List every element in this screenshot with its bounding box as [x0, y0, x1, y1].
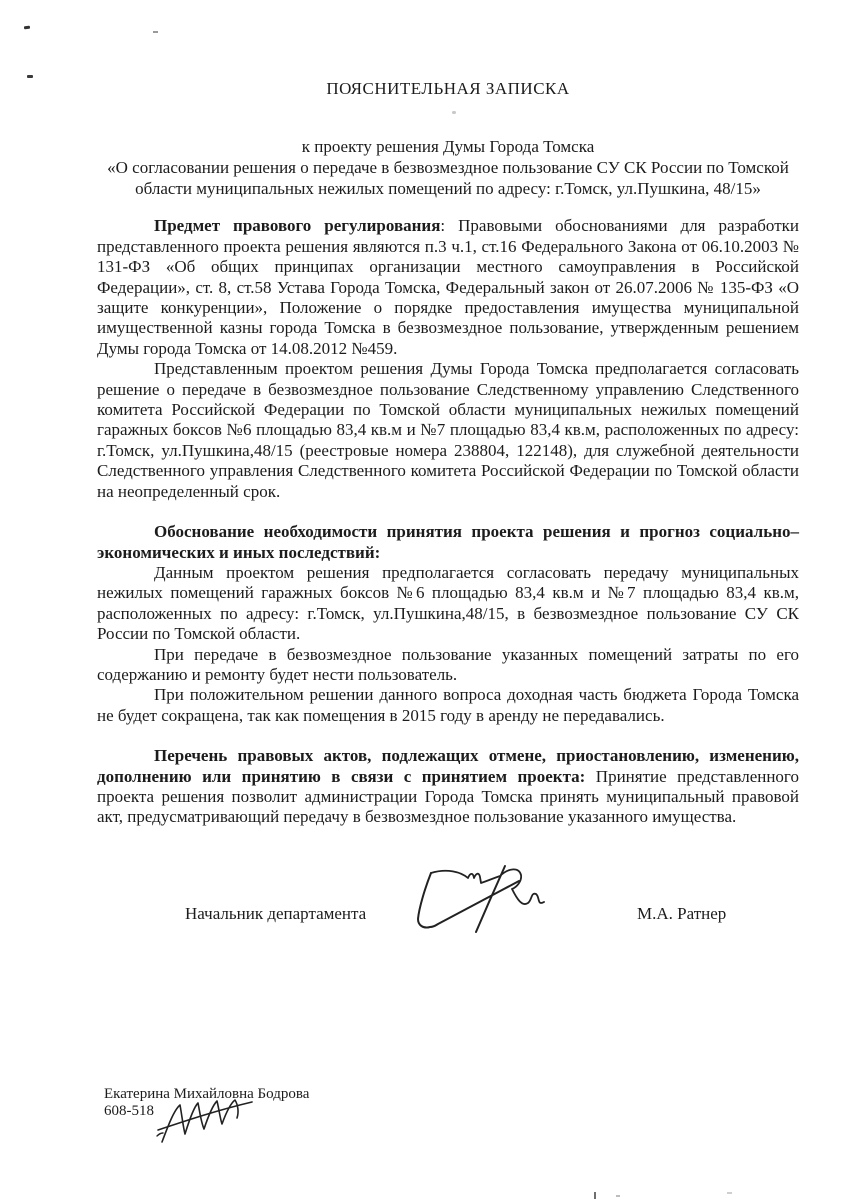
contact-signature-scribble [156, 1094, 260, 1151]
paragraph-maintenance-costs [97, 645, 799, 686]
paragraph-transfer-proposal-text: Данным проектом решения предполагается согласовать передачу муниципальных нежилых помещений гаражных боксов №6 площадью 83,4 кв.м и №7 площадью 83,4 кв.м, расположенных по адресу: г.Томск, ул.Пушкина,48/15, в безвозмездное пользование СУ СК России по Томской области. [97, 562, 799, 644]
paragraph-maintenance-costs-text: При передаче в безвозмездное пользование указанных помещений затраты по его содержанию и ремонту будет нести пользователь. [97, 644, 799, 684]
contact-phone: 608-518 [104, 1103, 154, 1119]
paragraph-legal-basis-lead: Предмет правового регулирования [154, 216, 441, 236]
scan-speck [594, 1192, 596, 1199]
paragraph-legal-basis-text: : Правовыми обоснованиями для разработки представленного проекта решения являются п.3 ч.1, ст.16 Федерального Закона от 06.10.2003 № 131-ФЗ «Об общих принципах организации местного самоуправления в Российской Федерации», ст. 8, ст.58 Устава Города Томска, Федеральный закон от 26.07.2006 № 135-ФЗ «О защите конкуренции», Положение о порядке предоставления имущества муниципальной имущественной казны города Томска в безвозмездное пользование, утвержденным решением Думы города Томска от 14.08.2012 №459. [97, 216, 799, 358]
paragraph-budget-impact [97, 685, 799, 726]
paragraph-transfer-proposal [97, 563, 799, 645]
paragraph-budget-impact-text: При положительном решении данного вопроса доходная часть бюджета Города Томска не будет сокращена, так как помещения в 2015 году в аренду не передавались. [97, 685, 799, 725]
heading-justification [97, 522, 799, 563]
heading-justification-text: Обоснование необходимости принятия проекта решения и прогноз социально–экономических и иных последствий: [97, 522, 799, 562]
subtitle-line: к проекту решения Думы Города Томска [301, 137, 595, 157]
paragraph-legal-basis [97, 216, 799, 359]
document-title: ПОЯСНИТЕЛЬНАЯ ЗАПИСКА [326, 79, 570, 98]
scan-speck [27, 75, 33, 78]
subtitle-quote: «О согласовании решения о передаче в безвозмездное пользование СУ СК России по Томской области муниципальных нежилых помещений по адресу: г.Томск, ул.Пушкина, 48/15» [107, 158, 789, 199]
signature-scribble [415, 864, 557, 947]
signer-role: Начальник департамента [185, 903, 367, 923]
paragraph-legal-acts-list-text: Принятие представленного проекта решения позволит администрации Города Томска принять муниципальный правовой акт, предусматривающий передачу в безвозмездное пользование указанного имущества. [97, 766, 799, 827]
document-body [97, 79, 799, 962]
signer-name: М.А. Ратнер [637, 903, 727, 923]
signature-icon [156, 1094, 260, 1146]
signature-block [97, 870, 799, 962]
scan-speck [727, 1192, 732, 1194]
paragraph-legal-acts-list [97, 746, 799, 828]
signature-icon [415, 864, 557, 942]
scan-speck [24, 26, 30, 30]
contact-name: Екатерина Михайловна Бодрова [104, 1086, 310, 1102]
scan-speck [153, 31, 158, 33]
paragraph-legal-acts-list-lead: Перечень правовых актов, подлежащих отмене, приостановлению, изменению, дополнению или принятию в связи с принятием проекта: [97, 746, 799, 786]
contact-block [104, 1086, 309, 1120]
document-subtitle [97, 136, 799, 199]
paragraph-draft-decision-text: Представленным проектом решения Думы Города Томска предполагается согласовать решение о передаче в безвозмездное пользование Следственному управлению Следственного комитета Российской Федерации по Томской области муниципальных нежилых помещений гаражных боксов №6 площадью 83,4 кв.м и №7 площадью 83,4 кв.м, расположенных по адресу: г.Томск, ул.Пушкина,48/15 (реестровые номера 238804, 122148), для служебной деятельности Следственного управления Следственного комитета Российской Федерации по Томской области на неопределенный срок. [97, 359, 799, 501]
paragraph-draft-decision [97, 359, 799, 502]
scan-speck [616, 1195, 620, 1197]
